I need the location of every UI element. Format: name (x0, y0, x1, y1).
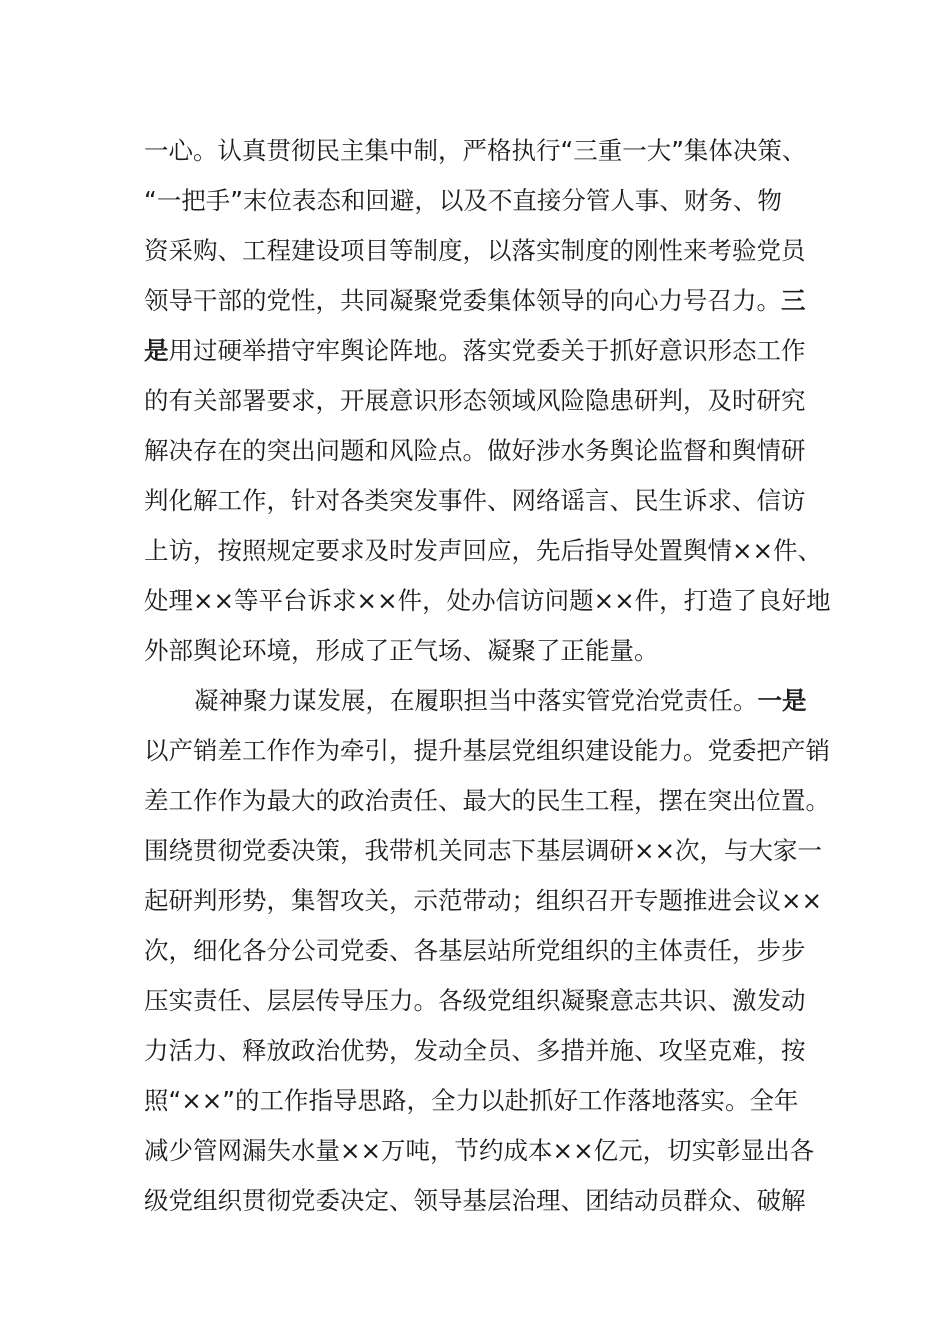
document-body (144, 126, 831, 1226)
bold-marker-yishi: 一是 (757, 686, 807, 715)
text-line-13: 以产销差工作作为牵引，提升基层党组织建设能力。党委把产销 (144, 736, 830, 765)
bold-marker-san: 三 (781, 286, 806, 315)
text-line-11: 外部舆论环境，形成了正气场、凝聚了正能量。 (144, 636, 659, 665)
text-line-9: 上访，按照规定要求及时发声回应，先后指导处置舆情××件、 (144, 536, 823, 565)
text-line-18: 压实责任、层层传导压力。各级党组织凝聚意志共识、激发动 (144, 986, 806, 1015)
text-line-3: 资采购、工程建设项目等制度，以落实制度的刚性来考验党员 (144, 236, 806, 265)
bold-marker-shi: 是 (144, 336, 169, 365)
text-line-8: 判化解工作，针对各类突发事件、网络谣言、民生诉求、信访 (144, 486, 806, 515)
text-line-19: 力活力、释放政治优势，发动全员、多措并施、攻坚克难，按 (144, 1036, 806, 1065)
text-line-6: 的有关部署要求，开展意识形态领域风险隐患研判，及时研究 (144, 386, 806, 415)
text-line-22: 级党组织贯彻党委决定、领导基层治理、团结动员群众、破解 (144, 1186, 806, 1215)
text-line-7: 解决存在的突出问题和风险点。做好涉水务舆论监督和舆情研 (144, 436, 806, 465)
text-line-4: 领导干部的党性，共同凝聚党委集体领导的向心力号召力。三 (144, 286, 806, 315)
text-line-2: “一把手”末位表态和回避，以及不直接分管人事、财务、物 (144, 186, 782, 215)
text-line-15: 围绕贯彻党委决策，我带机关同志下基层调研××次，与大家一 (144, 836, 823, 865)
text-line-12: 凝神聚力谋发展，在履职担当中落实管党治党责任。一是 (194, 686, 807, 715)
text-line-17: 次，细化各分公司党委、各基层站所党组织的主体责任，步步 (144, 936, 806, 965)
text-line-20: 照“××”的工作指导思路，全力以赴抓好工作落地落实。全年 (144, 1086, 799, 1115)
text-line-1: 一心。认真贯彻民主集中制，严格执行“三重一大”集体决策、 (144, 136, 807, 165)
text-line-21: 减少管网漏失水量××万吨，节约成本××亿元，切实彰显出各 (144, 1136, 815, 1165)
text-line-5: 是用过硬举措守牢舆论阵地。落实党委关于抓好意识形态工作 (144, 336, 806, 365)
text-line-14: 差工作作为最大的政治责任、最大的民生工程，摆在突出位置。 (144, 786, 830, 815)
text-line-16: 起研判形势，集智攻关，示范带动；组织召开专题推进会议×× (144, 886, 823, 915)
text-line-10: 处理××等平台诉求××件，处办信访问题××件，打造了良好地 (144, 586, 831, 615)
